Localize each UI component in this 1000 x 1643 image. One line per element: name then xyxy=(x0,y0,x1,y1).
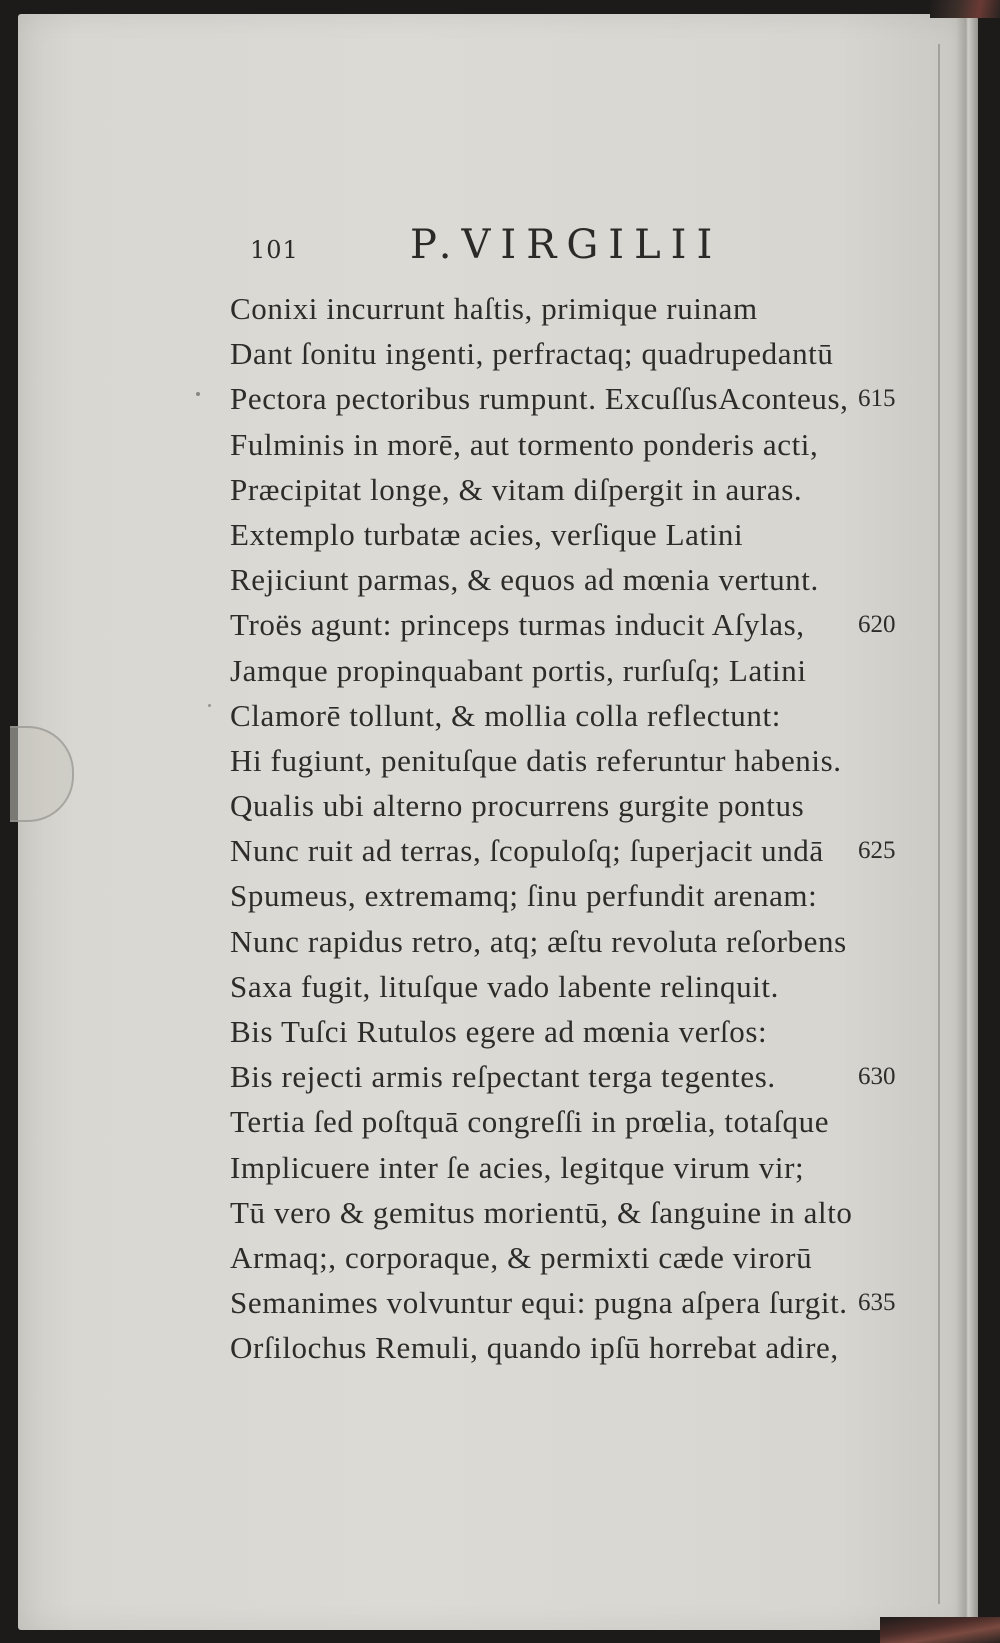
verse-text: Jamque propinquabant portis, rurſuſq; Latini xyxy=(230,652,807,688)
verse-line xyxy=(230,1099,920,1144)
verse-line xyxy=(230,1280,920,1325)
verse-text: Armaq;, corporaque, & permixti cæde virorū xyxy=(230,1239,813,1275)
line-number: 615 xyxy=(858,385,896,413)
verse-line xyxy=(230,738,920,783)
verse-line xyxy=(230,1190,920,1235)
cover-corner xyxy=(930,0,1000,18)
verse-text: Implicuere inter ſe acies, legitque virum vir; xyxy=(230,1149,805,1185)
verse-text: Orſilochus Remuli, quando ipſū horrebat adire, xyxy=(230,1330,839,1366)
verse-text: Troës agunt: princeps turmas inducit Aſylas, xyxy=(230,607,805,643)
verse-line xyxy=(230,828,920,873)
verse-line xyxy=(230,1054,920,1099)
verse-line xyxy=(230,557,920,602)
page-fold-line xyxy=(938,44,940,1604)
verse-text: Tertia ſed poſtquā congreſſi in prœlia, totaſque xyxy=(230,1104,830,1140)
margin-speck xyxy=(196,392,200,396)
verse-text: Fulminis in morē, aut tormento ponderis acti, xyxy=(230,426,819,462)
verse-line xyxy=(230,1325,920,1370)
verse-text: Nunc ruit ad terras, ſcopuloſq; ſuperjacit undā xyxy=(230,833,824,869)
verse-text: Bis rejecti armis reſpectant terga tegentes. xyxy=(230,1059,776,1095)
verse-text: Pectora pectoribus rumpunt. ExcuſſusAconteus, xyxy=(230,381,849,417)
line-number: 635 xyxy=(858,1289,896,1317)
cover-corner xyxy=(880,1617,1000,1643)
verse-line xyxy=(230,783,920,828)
verse-text: Spumeus, extremamq; ſinu perfundit arenam: xyxy=(230,878,818,914)
verse-line xyxy=(230,467,920,512)
page-number: 101 xyxy=(250,236,299,264)
line-number: 625 xyxy=(858,837,896,865)
verse-list xyxy=(230,286,920,1371)
page-header xyxy=(250,222,810,282)
page-clip-mark xyxy=(10,726,74,822)
verse-line xyxy=(230,1009,920,1054)
verse-text: Præcipitat longe, & vitam diſpergit in auras. xyxy=(230,471,803,507)
verse-line xyxy=(230,602,920,647)
running-title: P.VIRGILII xyxy=(410,222,723,268)
verse-line xyxy=(230,1235,920,1280)
book-page xyxy=(18,14,978,1630)
verse-line xyxy=(230,873,920,918)
verse-text: Semanimes volvuntur equi: pugna aſpera ſurgit. xyxy=(230,1285,848,1321)
verse-text: Conixi incurrunt haſtis, primique ruinam xyxy=(230,291,758,326)
verse-text: Rejiciunt parmas, & equos ad mœnia vertunt. xyxy=(230,562,819,598)
verse-line xyxy=(230,1145,920,1190)
verse-text: Hi fugiunt, penituſque datis referuntur habenis. xyxy=(230,742,842,778)
verse-line xyxy=(230,648,920,693)
margin-speck xyxy=(208,704,211,707)
verse-line xyxy=(230,693,920,738)
verse-text: Extemplo turbatæ acies, verſique Latini xyxy=(230,516,744,552)
verse-line xyxy=(230,919,920,964)
verse-line xyxy=(230,286,920,331)
verse-line xyxy=(230,964,920,1009)
verse-line xyxy=(230,512,920,557)
verse-text: Clamorē tollunt, & mollia colla reflectunt: xyxy=(230,697,781,733)
line-number: 630 xyxy=(858,1063,896,1091)
verse-text: Qualis ubi alterno procurrens gurgite pontus xyxy=(230,788,805,824)
verse-text: Bis Tuſci Rutulos egere ad mœnia verſos: xyxy=(230,1014,768,1049)
verse-line xyxy=(230,331,920,376)
verse-text: Saxa fugit, lituſque vado labente relinquit. xyxy=(230,968,779,1004)
verse-text: Tū vero & gemitus morientū, & ſanguine in alto xyxy=(230,1194,853,1230)
page-edge-shadow xyxy=(956,14,978,1630)
verse-line xyxy=(230,376,920,421)
verse-text: Dant ſonitu ingenti, perfractaq; quadrupedantū xyxy=(230,336,834,372)
verse-text: Nunc rapidus retro, atq; æſtu revoluta reſorbens xyxy=(230,923,847,959)
verse-line xyxy=(230,422,920,467)
line-number: 620 xyxy=(858,611,896,639)
